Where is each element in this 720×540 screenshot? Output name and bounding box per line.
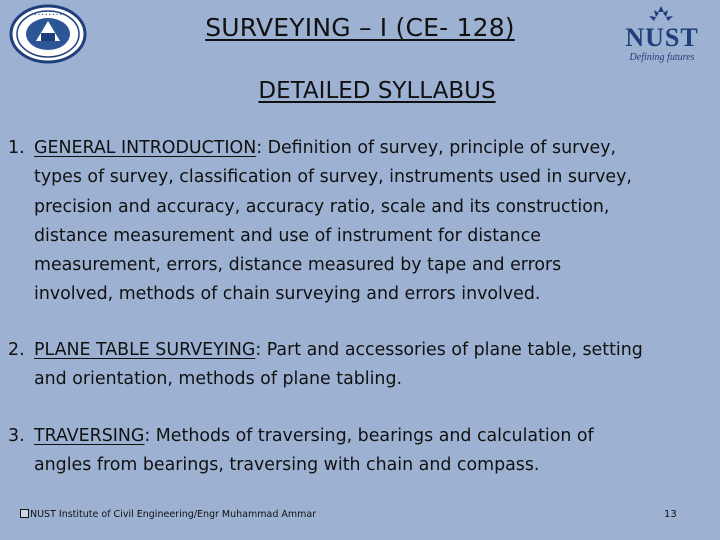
list-item-heading: PLANE TABLE SURVEYING (34, 340, 256, 360)
section-heading-text: DETAILED SYLLABUS (258, 78, 496, 104)
list-item-line: precision and accuracy, accuracy ratio, scale and its construction, (34, 196, 610, 217)
list-item-number: 1. (8, 138, 25, 158)
list-item-line: : Methods of traversing, bearings and calculation of (144, 426, 594, 446)
list-item-number: 3. (8, 426, 25, 446)
nust-logo-tagline: Defining futures (629, 52, 695, 63)
section-heading (0, 76, 720, 106)
checkbox-bullet-icon (20, 509, 29, 518)
list-item-body (34, 134, 710, 310)
list-item-heading: TRAVERSING (34, 426, 145, 446)
list-item-line: angles from bearings, traversing with chain and compass. (34, 455, 540, 476)
nust-logo-wordmark: NUST (625, 23, 699, 52)
list-item-line: involved, methods of chain surveying and errors involved. (34, 284, 541, 305)
list-item-line: measurement, errors, distance measured by tape and errors (34, 255, 562, 276)
footer-credit-text: NUST Institute of Civil Engineering/Engr Muhammad Ammar (30, 509, 317, 520)
list-item-line: and orientation, methods of plane tabling. (34, 369, 403, 390)
svg-text:• • • • • • • •: • • • • • • • • (34, 12, 62, 17)
list-item-body (34, 422, 710, 481)
list-item-line: : Part and accessories of plane table, setting (255, 340, 643, 360)
list-item-line: types of survey, classification of survey, instruments used in survey, (34, 167, 632, 188)
page-number: 13 (664, 509, 677, 520)
list-item-heading: GENERAL INTRODUCTION (34, 138, 257, 158)
list-item-line: distance measurement and use of instrument for distance (34, 225, 541, 246)
footer-credit (20, 508, 316, 522)
slide-title-text: SURVEYING – I (CE- 128) (205, 13, 515, 42)
nust-logo (606, 2, 716, 64)
list-item-line: : Definition of survey, principle of survey, (256, 138, 617, 158)
list-item-number: 2. (8, 340, 25, 360)
list-item-body (34, 336, 710, 395)
